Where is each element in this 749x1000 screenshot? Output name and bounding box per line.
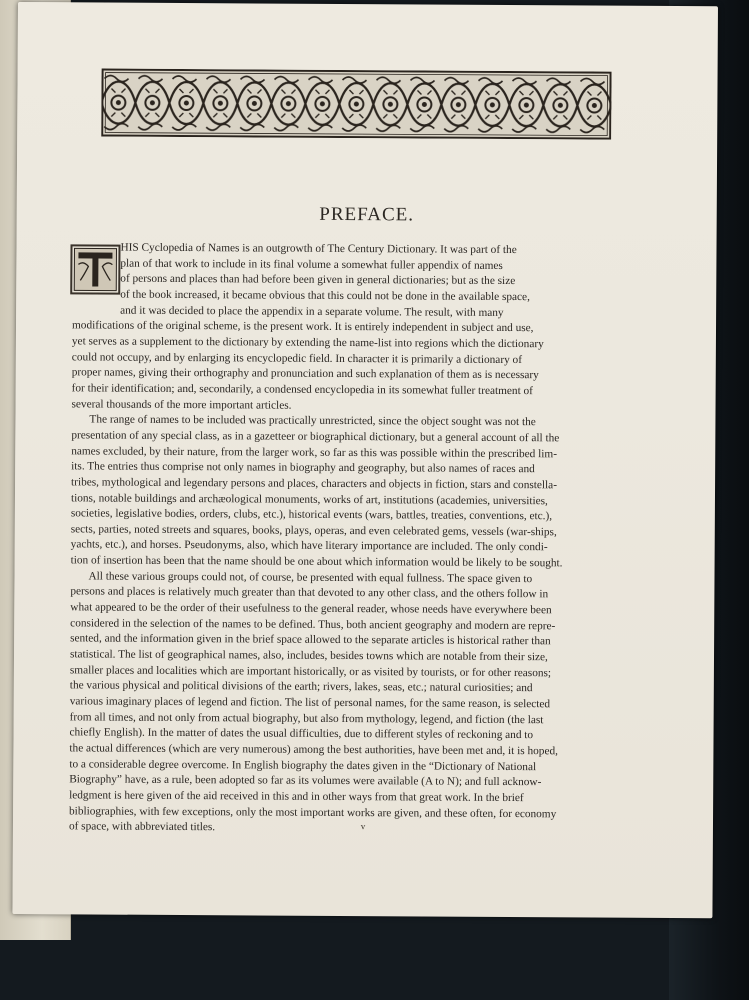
text-line: sented, and the information given in the brief space allowed to the separate articles is historical rather than <box>70 632 551 648</box>
text-line: and it was decided to place the appendix in a separate volume. The result, with many <box>120 304 504 319</box>
text-line: ledgment is here given of the aid received in this and in other ways from that great work. In the brief <box>69 789 524 805</box>
text-line: considered in the selection of the names to be defined. Thus, both ancient geography and modern are repre- <box>70 617 556 633</box>
text-line: The range of names to be included was practically unrestricted, since the object sought was not the <box>89 413 536 429</box>
text-line: bibliographies, with few exceptions, only the most important works are given, and these often, for economy <box>69 804 557 820</box>
page-title: PREFACE. <box>319 203 415 226</box>
text-line: sects, parties, noted streets and squares, books, plays, operas, and even celebrated gems, vessels (war-ships, <box>70 523 557 539</box>
text-line: proper names, giving their orthography and pronunciation and such explanation of them as is necessary <box>71 366 539 382</box>
text-line: names excluded, by their nature, from the larger work, so far as this was possible within the prescribed lim- <box>71 444 558 460</box>
text-line: smaller places and localities which are important historically, or as visited by tourists, or for other reasons; <box>69 664 552 679</box>
text-line: several thousands of the more important articles. <box>71 397 292 412</box>
text-line: HIS Cyclopedia of Names is an outgrowth of The Century Dictionary. It was part of the <box>120 241 517 257</box>
initial-letter-t-icon <box>72 246 118 292</box>
text-line: of space, with abbreviated titles. <box>68 820 216 834</box>
paragraph-3 <box>69 569 651 839</box>
text-line: to a considerable degree overcome. In English biography the dates given in the “Dictionary of National <box>69 757 537 773</box>
paragraph-1 <box>71 240 652 416</box>
text-line: the actual differences (which are very numerous) among the best authorities, have been met and, it is hoped, <box>69 742 559 758</box>
text-line: tion of insertion has been that the name should be one about which information would be likely to be sought. <box>70 554 563 570</box>
text-line: the various physical and political divisions of the earth; rivers, lakes, seas, etc.; natural curiosities; and <box>69 679 533 695</box>
book-page <box>12 2 718 918</box>
text-line: Biography” have, as a rule, been adopted so far as its volumes were available (A to N); and full acknow- <box>69 773 542 789</box>
preface-body <box>69 240 653 838</box>
text-line: societies, legislative bodies, orders, clubs, etc.), historical events (wars, battles, treaties, conventions, etc.), <box>70 507 553 523</box>
text-line: yachts, etc.), and horses. Pseudonyms, also, which have literary importance are included. The only condi- <box>70 538 548 554</box>
text-line: for their identification; and, secondarily, a condensed encyclopedia in its somewhat fuller treatment of <box>71 382 534 398</box>
text-line: plan of that work to include in its final volume a somewhat fuller appendix of names <box>120 257 503 272</box>
text-line: tribes, mythological and legendary persons and places, characters and objects in fiction, stars and constella- <box>71 476 558 492</box>
text-line: statistical. The list of geographical names, also, includes, besides towns which are notable from their size, <box>69 648 548 664</box>
page-number: v <box>360 821 366 832</box>
text-line: could not occupy, and by enlarging its encyclopedic field. In character it is primarily a dictionary of <box>71 350 523 366</box>
text-line: of the book increased, it became obvious that this could not be done in the available space, <box>120 288 530 304</box>
text-line: modifications of the original scheme, is the present work. It is entirely independent in subject and use, <box>71 319 534 335</box>
decorative-headpiece-ornament <box>101 69 611 140</box>
paragraph-2 <box>71 413 652 573</box>
text-line: persons and places is relatively much greater than that devoted to any other class, and the others follow in <box>70 585 549 601</box>
text-line: chiefly English). In the matter of dates the usual difficulties, due to different styles of reckoning and to <box>69 726 534 742</box>
text-line: its. The entries thus comprise not only names in biography and geography, but also names of races and <box>71 460 535 476</box>
text-line: of persons and places than had before been given in general dictionaries; but as the size <box>120 272 516 288</box>
text-line: presentation of any special class, as in a gazetteer or biographical dictionary, but a general account of all the <box>71 429 560 445</box>
text-line: what appeared to be the order of their usefulness to the general reader, whose needs have everywhere been <box>70 601 552 617</box>
text-line: All these various groups could not, of course, be presented with equal fullness. The space given to <box>88 570 533 585</box>
text-line: various imaginary places of legend and fiction. The list of personal names, for the same reason, is selected <box>69 695 551 711</box>
text-line: yet serves as a supplement to the dictionary by extending the name-list into regions which the dictionary <box>71 335 544 351</box>
decorated-initial-t <box>70 244 120 294</box>
text-line: tions, notable buildings and archæological monuments, works of art, institutions (academies, universities, <box>70 491 548 507</box>
text-line: from all times, and not only from actual biography, but also from mythology, legend, and fiction (the last <box>69 711 544 726</box>
